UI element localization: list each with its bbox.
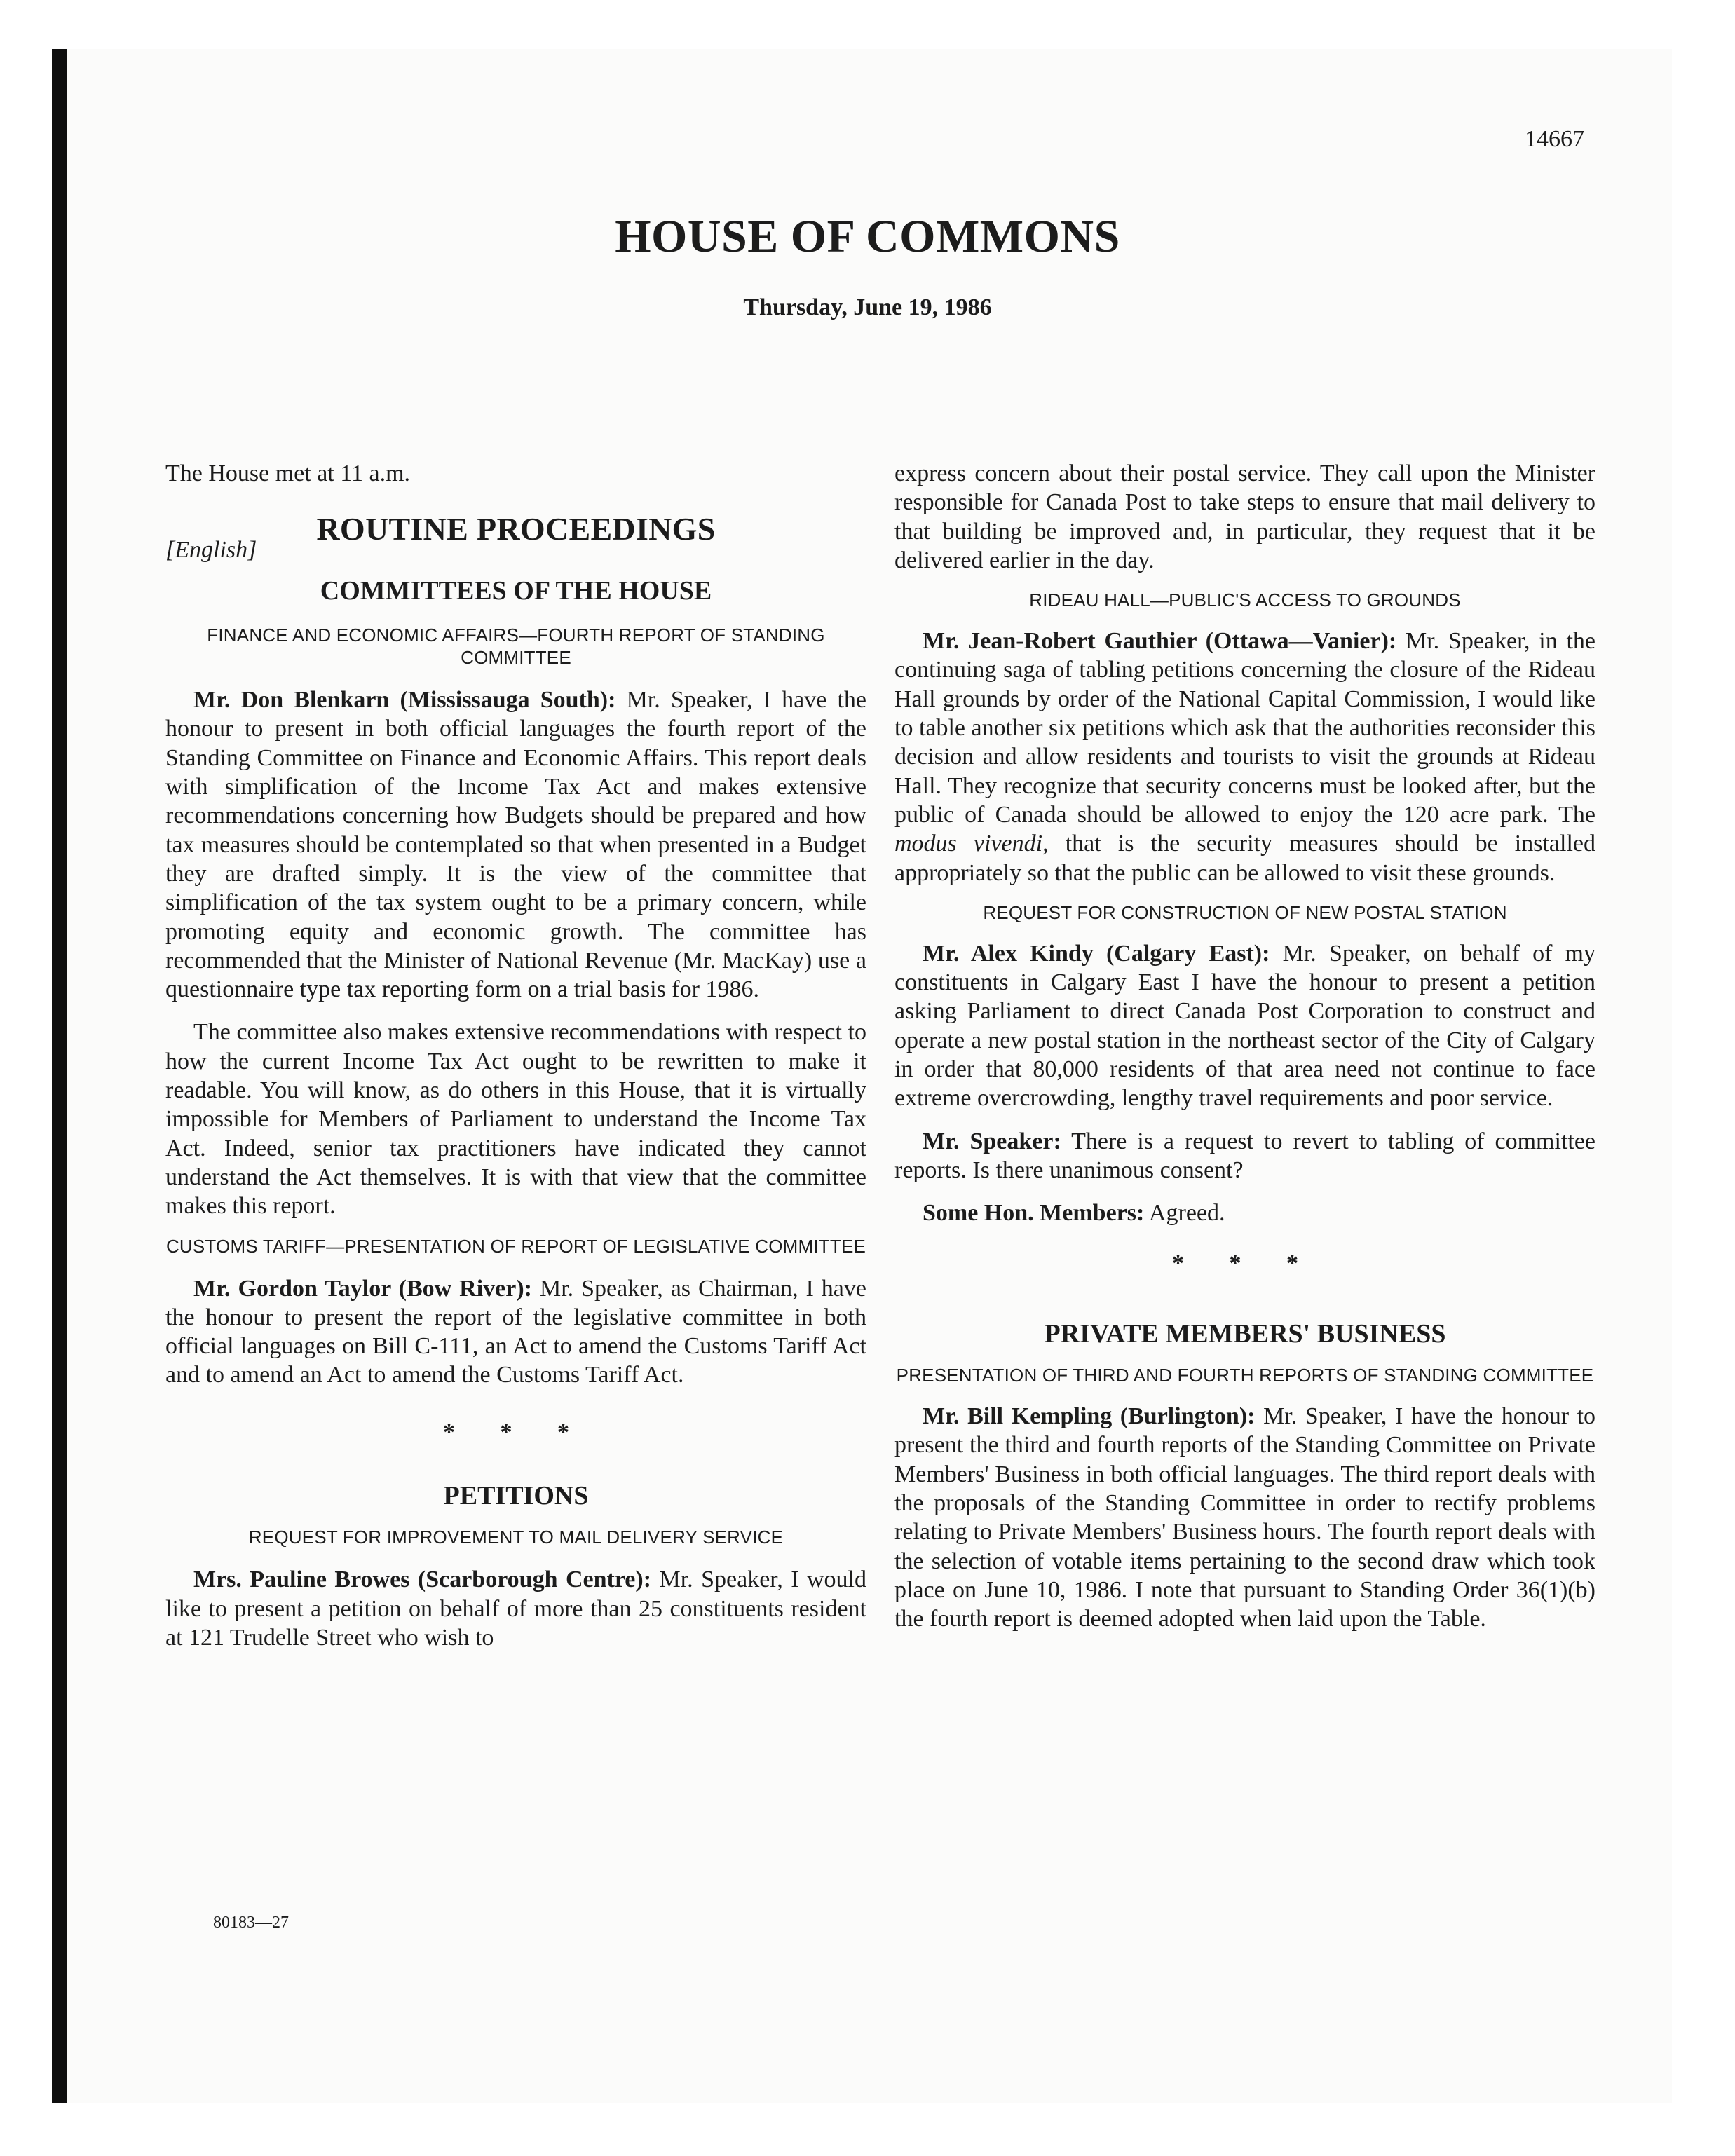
paragraph-text: Agreed. <box>1148 1200 1225 1227</box>
paragraph-browes <box>165 1565 866 1652</box>
topic-finance: FINANCE AND ECONOMIC AFFAIRS—FOURTH REPORT OF STANDING COMMITTEE <box>207 625 825 669</box>
paragraph-blenkarn-1 <box>165 685 866 1004</box>
paragraph-text: Mr. Speaker, I would like to present a petition on behalf of more than 25 constituents resident at 121 Trudelle Street who wish to <box>165 1567 866 1651</box>
paragraph-gauthier <box>894 627 1595 887</box>
scan-binding-shadow <box>52 49 67 2103</box>
paragraph-text: Mr. Speaker, I have the honour to present the third and fourth reports of the Standing Committee on Private Members' Business in both official languages. The third report deals with the proposals of the Standing Committee in order to rectify problems relating to Private Members' Business hours. The fourth report deals with the selection of votable items pertaining to the second draw which took place on June 10, 1986. I note that pursuant to Standing Order 36(1)(b) the fourth report is deemed adopted when laid upon the Table. <box>894 1403 1596 1632</box>
paragraph-members <box>894 1199 1595 1227</box>
right-column <box>894 459 1595 1648</box>
scan-margin-bottom <box>0 2103 1735 2156</box>
paragraph-blenkarn-2: The committee also makes extensive recommendations with respect to how the current Income Tax Act ought to be rewritten to make it readable. You will know, as do others in this House, that it is virtually impossible for Members of Parliament to understand the Income Tax Act. Indeed, senior tax practitioners have indicated they cannot understand the Act themselves. It is with that view that the committee makes this report. <box>165 1019 866 1220</box>
sitting-date: Thursday, June 19, 1986 <box>743 294 992 320</box>
opening-line: The House met at 11 a.m. <box>165 460 411 486</box>
heading-routine-proceedings: ROUTINE PROCEEDINGS <box>316 511 716 547</box>
topic-mail-delivery: REQUEST FOR IMPROVEMENT TO MAIL DELIVERY SERVICE <box>248 1527 784 1548</box>
paragraph-kindy <box>894 939 1595 1113</box>
members-label: Some Hon. Members: <box>923 1200 1145 1227</box>
speaker-gauthier: Mr. Jean-Robert Gauthier (Ottawa—Vanier): <box>923 628 1397 655</box>
speaker-taylor: Mr. Gordon Taylor (Bow River): <box>193 1275 532 1302</box>
heading-committees: COMMITTEES OF THE HOUSE <box>320 575 712 606</box>
speaker-blenkarn: Mr. Don Blenkarn (Mississauga South): <box>193 687 616 714</box>
topic-postal-station: REQUEST FOR CONSTRUCTION OF NEW POSTAL STATION <box>983 901 1507 923</box>
speaker-browes: Mrs. Pauline Browes (Scarborough Centre): <box>193 1567 652 1593</box>
topic-rideau-hall: RIDEAU HALL—PUBLIC'S ACCESS TO GROUNDS <box>1029 589 1461 611</box>
speaker-kindy: Mr. Alex Kindy (Calgary East): <box>923 940 1270 967</box>
paragraph-text: Mr. Speaker, I have the honour to present in both official languages the fourth report of the Standing Committee on Finance and Economic Affairs. This report deals with simplification of the Income Tax Act and makes extensive recommendations concerning how Budgets should be prepared and how tax measures should be contemplated so that when presented in a Budget they are drafted simply. It is the view of the committee that simplification of the tax system ought to be a primary concern, while promoting equity and economic growth. The committee has recommended that the Minister of National Revenue (Mr. MacKay) use a questionnaire type tax reporting form on a trial basis for 1986. <box>165 687 866 1003</box>
heading-private-members: PRIVATE MEMBERS' BUSINESS <box>1044 1318 1446 1349</box>
paragraph-browes-continued: express concern about their postal service. They call upon the Minister responsible for Canada Post to take steps to ensure that mail delivery to that building be improved and, in particular, they request that it be delivered earlier in the day. <box>894 460 1595 573</box>
scan-margin-right <box>1672 0 1735 2156</box>
section-separator: * * * <box>1172 1250 1318 1276</box>
topic-private-reports: PRESENTATION OF THIRD AND FOURTH REPORTS OF STANDING COMMITTEE <box>896 1365 1594 1386</box>
topic-customs: CUSTOMS TARIFF—PRESENTATION OF REPORT OF LEGISLATIVE COMMITTEE <box>165 1235 866 1257</box>
language-tag: [English] <box>165 536 257 563</box>
speaker-kempling: Mr. Bill Kempling (Burlington): <box>923 1403 1256 1430</box>
scan-margin-left <box>0 0 52 2156</box>
paragraph-speaker <box>894 1127 1595 1185</box>
heading-petitions: PETITIONS <box>443 1481 589 1511</box>
paragraph-taylor <box>165 1274 866 1390</box>
paragraph-text: Mr. Speaker, on behalf of my constituents in Calgary East I have the honour to present a petition asking Parliament to direct Canada Post Corporation to construct and operate a new postal station in the northeast sector of the City of Calgary in order that 80,000 residents of that area need not continue to face extreme overcrowding, lengthy travel requirements and poor service. <box>894 940 1596 1112</box>
paragraph-text: There is a request to revert to tabling of committee reports. Is there unanimous consent? <box>894 1128 1596 1183</box>
paragraph-kempling <box>894 1402 1595 1633</box>
page-number: 14667 <box>1525 126 1584 152</box>
left-column <box>165 459 866 1666</box>
latin-phrase: modus vivendi <box>894 831 1043 857</box>
print-code: 80183—27 <box>213 1913 289 1932</box>
paragraph-text: , that is the security measures should be installed appropriately so that the public can be allowed to visit these grounds. <box>894 831 1596 886</box>
speaker-label: Mr. Speaker: <box>923 1128 1061 1154</box>
paragraph-text: Mr. Speaker, as Chairman, I have the honour to present the report of the legislative committee in both official languages on Bill C-111, an Act to amend the Customs Tariff Act and to amend an Act to amend the Customs Tariff Act. <box>165 1275 866 1389</box>
page-title: HOUSE OF COMMONS <box>615 211 1120 262</box>
paragraph-text: Mr. Speaker, in the continuing saga of tabling petitions concerning the closure of the Rideau Hall grounds by order of the National Capital Commission, I would like to table another six petitions which ask that the authorities reconsider this decision and allow residents and tourists to visit the grounds at Rideau Hall. They recognize that security concerns must be looked after, but the public of Canada should be allowed to enjoy the 120 acre park. The <box>894 628 1596 828</box>
section-separator: * * * <box>443 1419 589 1445</box>
scan-margin-top <box>0 0 1735 49</box>
